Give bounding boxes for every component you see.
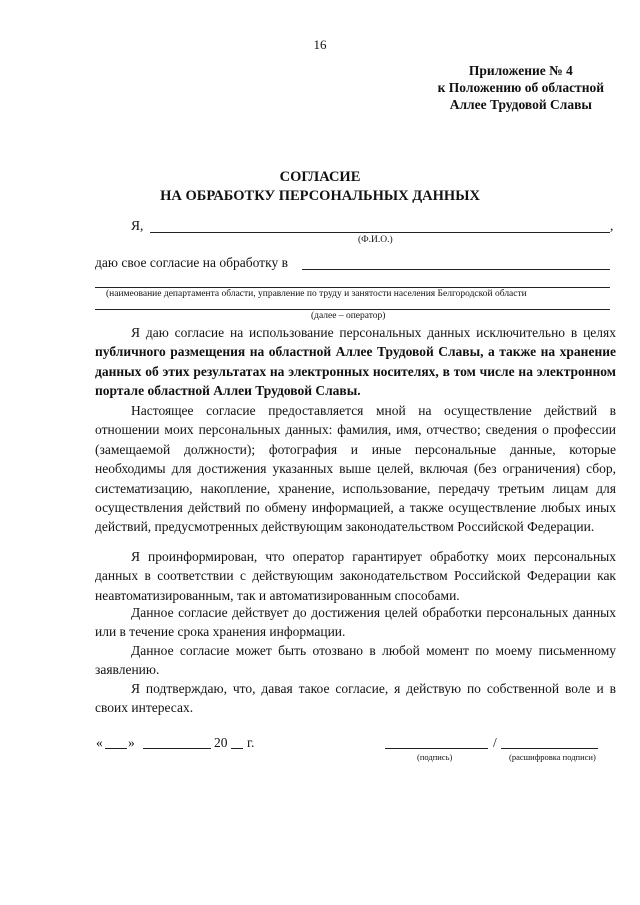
consent-prefix: даю свое согласие на обработку в — [95, 255, 288, 270]
paragraph-6: Я подтверждаю, что, давая такое согласие, я действую по собственной воле и в своих интересах. — [95, 681, 616, 716]
fio-suffix: , — [610, 218, 614, 233]
title-line-2: НА ОБРАБОТКУ ПЕРСОНАЛЬНЫХ ДАННЫХ — [160, 188, 480, 204]
paragraph-5: Данное согласие может быть отозвано в любой момент по моему письменному заявлению. — [95, 643, 616, 678]
paragraph-1-bold: публичного размещения на областной Аллее Трудовой Славы, а также на хранение данных об этих результатах на электронных носителях, в том числе на электронном портале областной Аллеи Трудовой Славы. — [95, 344, 616, 399]
operator-caption: (далее – оператор) — [311, 311, 386, 321]
signature-decoding-line[interactable] — [501, 748, 598, 749]
document-title — [0, 168, 640, 206]
signature-decoding-caption: (расшифровка подписи) — [509, 752, 596, 762]
fio-caption: (Ф.И.О.) — [358, 235, 393, 245]
date-day-line[interactable] — [105, 748, 127, 749]
date-month-line[interactable] — [143, 748, 211, 749]
paragraph-2: Настоящее согласие предоставляется мной на осуществление действий в отношении моих персональных данных: фамилия, имя, отчество; сведения о профессии (замещаемой должности); фотография и иные персональные данные, которые необходимы для достижения указанных выше целей, включая (без ограничения) сбор, систематизацию, накопление, хранение, использование, передачу третьим лицам для осуществления действий по обмену информацией, а также осуществление любых иных действий, предусмотренных действующим законодательством Российской Федерации. — [95, 403, 616, 535]
paragraph-1-normal: Я даю согласие на использование персональных данных исключительно в целях — [131, 325, 616, 340]
paragraph-3: Я проинформирован, что оператор гарантирует обработку моих персональных данных в соответствии с действующим законодательством Российской Федерации как неавтоматизированным, так и автоматизированным способами. — [95, 549, 616, 603]
paragraph-1 — [95, 323, 616, 401]
title-line-1: СОГЛАСИЕ — [279, 169, 361, 185]
appendix-header — [438, 62, 604, 113]
date-year-prefix: 20 — [214, 735, 228, 750]
signature-line[interactable] — [385, 748, 488, 749]
signature-slash: / — [493, 735, 497, 750]
date-year-suffix: г. — [247, 735, 255, 750]
organization-field-line[interactable] — [302, 269, 610, 270]
date-close-quote: » — [128, 735, 135, 750]
paragraph-4: Данное согласие действует до достижения целей обработки персональных данных или в течение срока хранения информации. — [95, 605, 616, 640]
signature-caption: (подпись) — [417, 752, 453, 762]
appendix-line-2: к Положению об областной — [437, 80, 604, 95]
date-open-quote: « — [96, 735, 103, 750]
fio-field-line[interactable] — [150, 232, 610, 233]
page-number: 16 — [313, 37, 327, 52]
appendix-line-1: Приложение № 4 — [468, 63, 573, 78]
organization-field-line-2[interactable] — [95, 287, 610, 288]
organization-caption: (наимеование департамента области, управление по труду и занятости населения Белгородской области — [106, 289, 527, 299]
fio-prefix: Я, — [131, 218, 144, 233]
appendix-line-3: Аллее Трудовой Славы — [449, 97, 592, 112]
organization-field-line-3[interactable] — [95, 309, 610, 310]
date-year-line[interactable] — [231, 748, 243, 749]
